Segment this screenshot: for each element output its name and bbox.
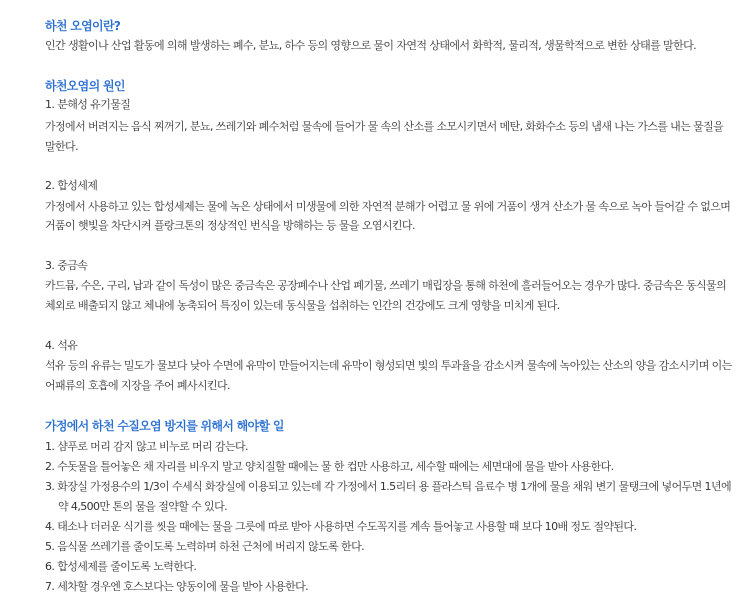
cause-text-organic-line2: 말한다. [45,140,78,153]
prevention-item-4: 4. 태소나 더러운 식기를 씻을 때에는 물을 그릇에 따로 받아 사용하면 수도꼭지를 계속 틀어놓고 사용할 때 보다 10배 정도 절약된다. [45,520,637,533]
cause-text-detergent-line2: 거품이 햇빛을 차단시켜 플랑크톤의 정상적인 번식을 방해하는 등 물을 오염시킨다. [45,219,415,232]
cause-text-organic-line1: 가정에서 버려지는 음식 찌꺼기, 분뇨, 쓰레기와 폐수처럼 물속에 들어가 물 속의 산소를 소모시키면서 메탄, 화화수소 등의 냄새 나는 가스를 내는 물질을 [45,120,724,133]
cause-title-organic: 1. 분해성 유기물질 [45,98,131,111]
prevention-item-3: 3. 화장실 가정용수의 1/3이 수세식 화장실에 이용되고 있는데 각 가정에서 1.5리터 용 플라스틱 음료수 병 1개에 물을 채워 변기 물탱크에 넣어두면 1년에 [45,480,731,493]
cause-title-detergent: 2. 합성세제 [45,179,98,192]
cause-text-detergent-line1: 가정에서 사용하고 있는 합성세제는 물에 녹은 상태에서 미생물에 의한 자연적 분해가 어렵고 물 위에 거품이 생겨 산소가 물 속으로 녹아 들어갈 수 없으며 [45,200,731,213]
cause-title-oil: 4. 석유 [45,339,78,352]
prevention-item-5: 5. 음식물 쓰레기를 줄이도록 노력하며 하천 근처에 버리지 않도록 한다. [45,540,364,553]
section-heading-causes: 하천오염의 원인 [45,79,125,93]
definition-paragraph: 인간 생활이나 산업 활동에 의해 발생하는 폐수, 분뇨, 하수 등의 영향으로 물이 자연적 상태에서 화학적, 물리적, 생물학적으로 변한 상태를 말한다. [45,39,697,52]
prevention-item-2: 2. 수돗물을 틀어놓은 채 자리를 비우지 말고 양치질할 때에는 물 한 컵만 사용하고, 세수할 때에는 세면대에 물을 받아 사용한다. [45,460,614,473]
cause-text-oil-line2: 어패류의 호흡에 지장을 주어 폐사시킨다. [45,379,230,392]
cause-title-heavy-metal: 3. 중금속 [45,259,88,272]
prevention-item-3-continued: 약 4,500만 톤의 물을 절약할 수 있다. [58,500,228,513]
section-heading-prevention: 가정에서 하천 수질오염 방지를 위해서 해야할 일 [45,419,284,433]
cause-text-oil-line1: 석유 등의 유류는 밀도가 물보다 낮아 수면에 유막이 만들어지는데 유막이 형성되면 빛의 투과율을 감소시켜 물속에 녹아있는 산소의 양을 감소시키며 이는 [45,359,732,372]
section-heading-definition: 하천 오염이란? [45,19,121,33]
prevention-item-6: 6. 합성세제를 줄이도록 노력한다. [45,560,197,573]
cause-text-heavy-metal-line1: 카드뮴, 수은, 구리, 납과 같이 독성이 많은 중금속은 공장폐수나 산업 폐기물, 쓰레기 매립장을 통해 하천에 흘러들어오는 경우가 많다. 중금속은 동식물의 [45,279,727,292]
prevention-item-7: 7. 세차할 경우엔 호스보다는 양동이에 물을 받아 사용한다. [45,580,309,593]
prevention-item-1: 1. 샴푸로 머리 감지 않고 비누로 머리 감는다. [45,440,248,453]
cause-text-heavy-metal-line2: 체외로 배출되지 않고 체내에 농축되어 특징이 있는데 동식물을 섭취하는 인간의 건강에도 크게 영향을 미치게 된다. [45,299,560,312]
